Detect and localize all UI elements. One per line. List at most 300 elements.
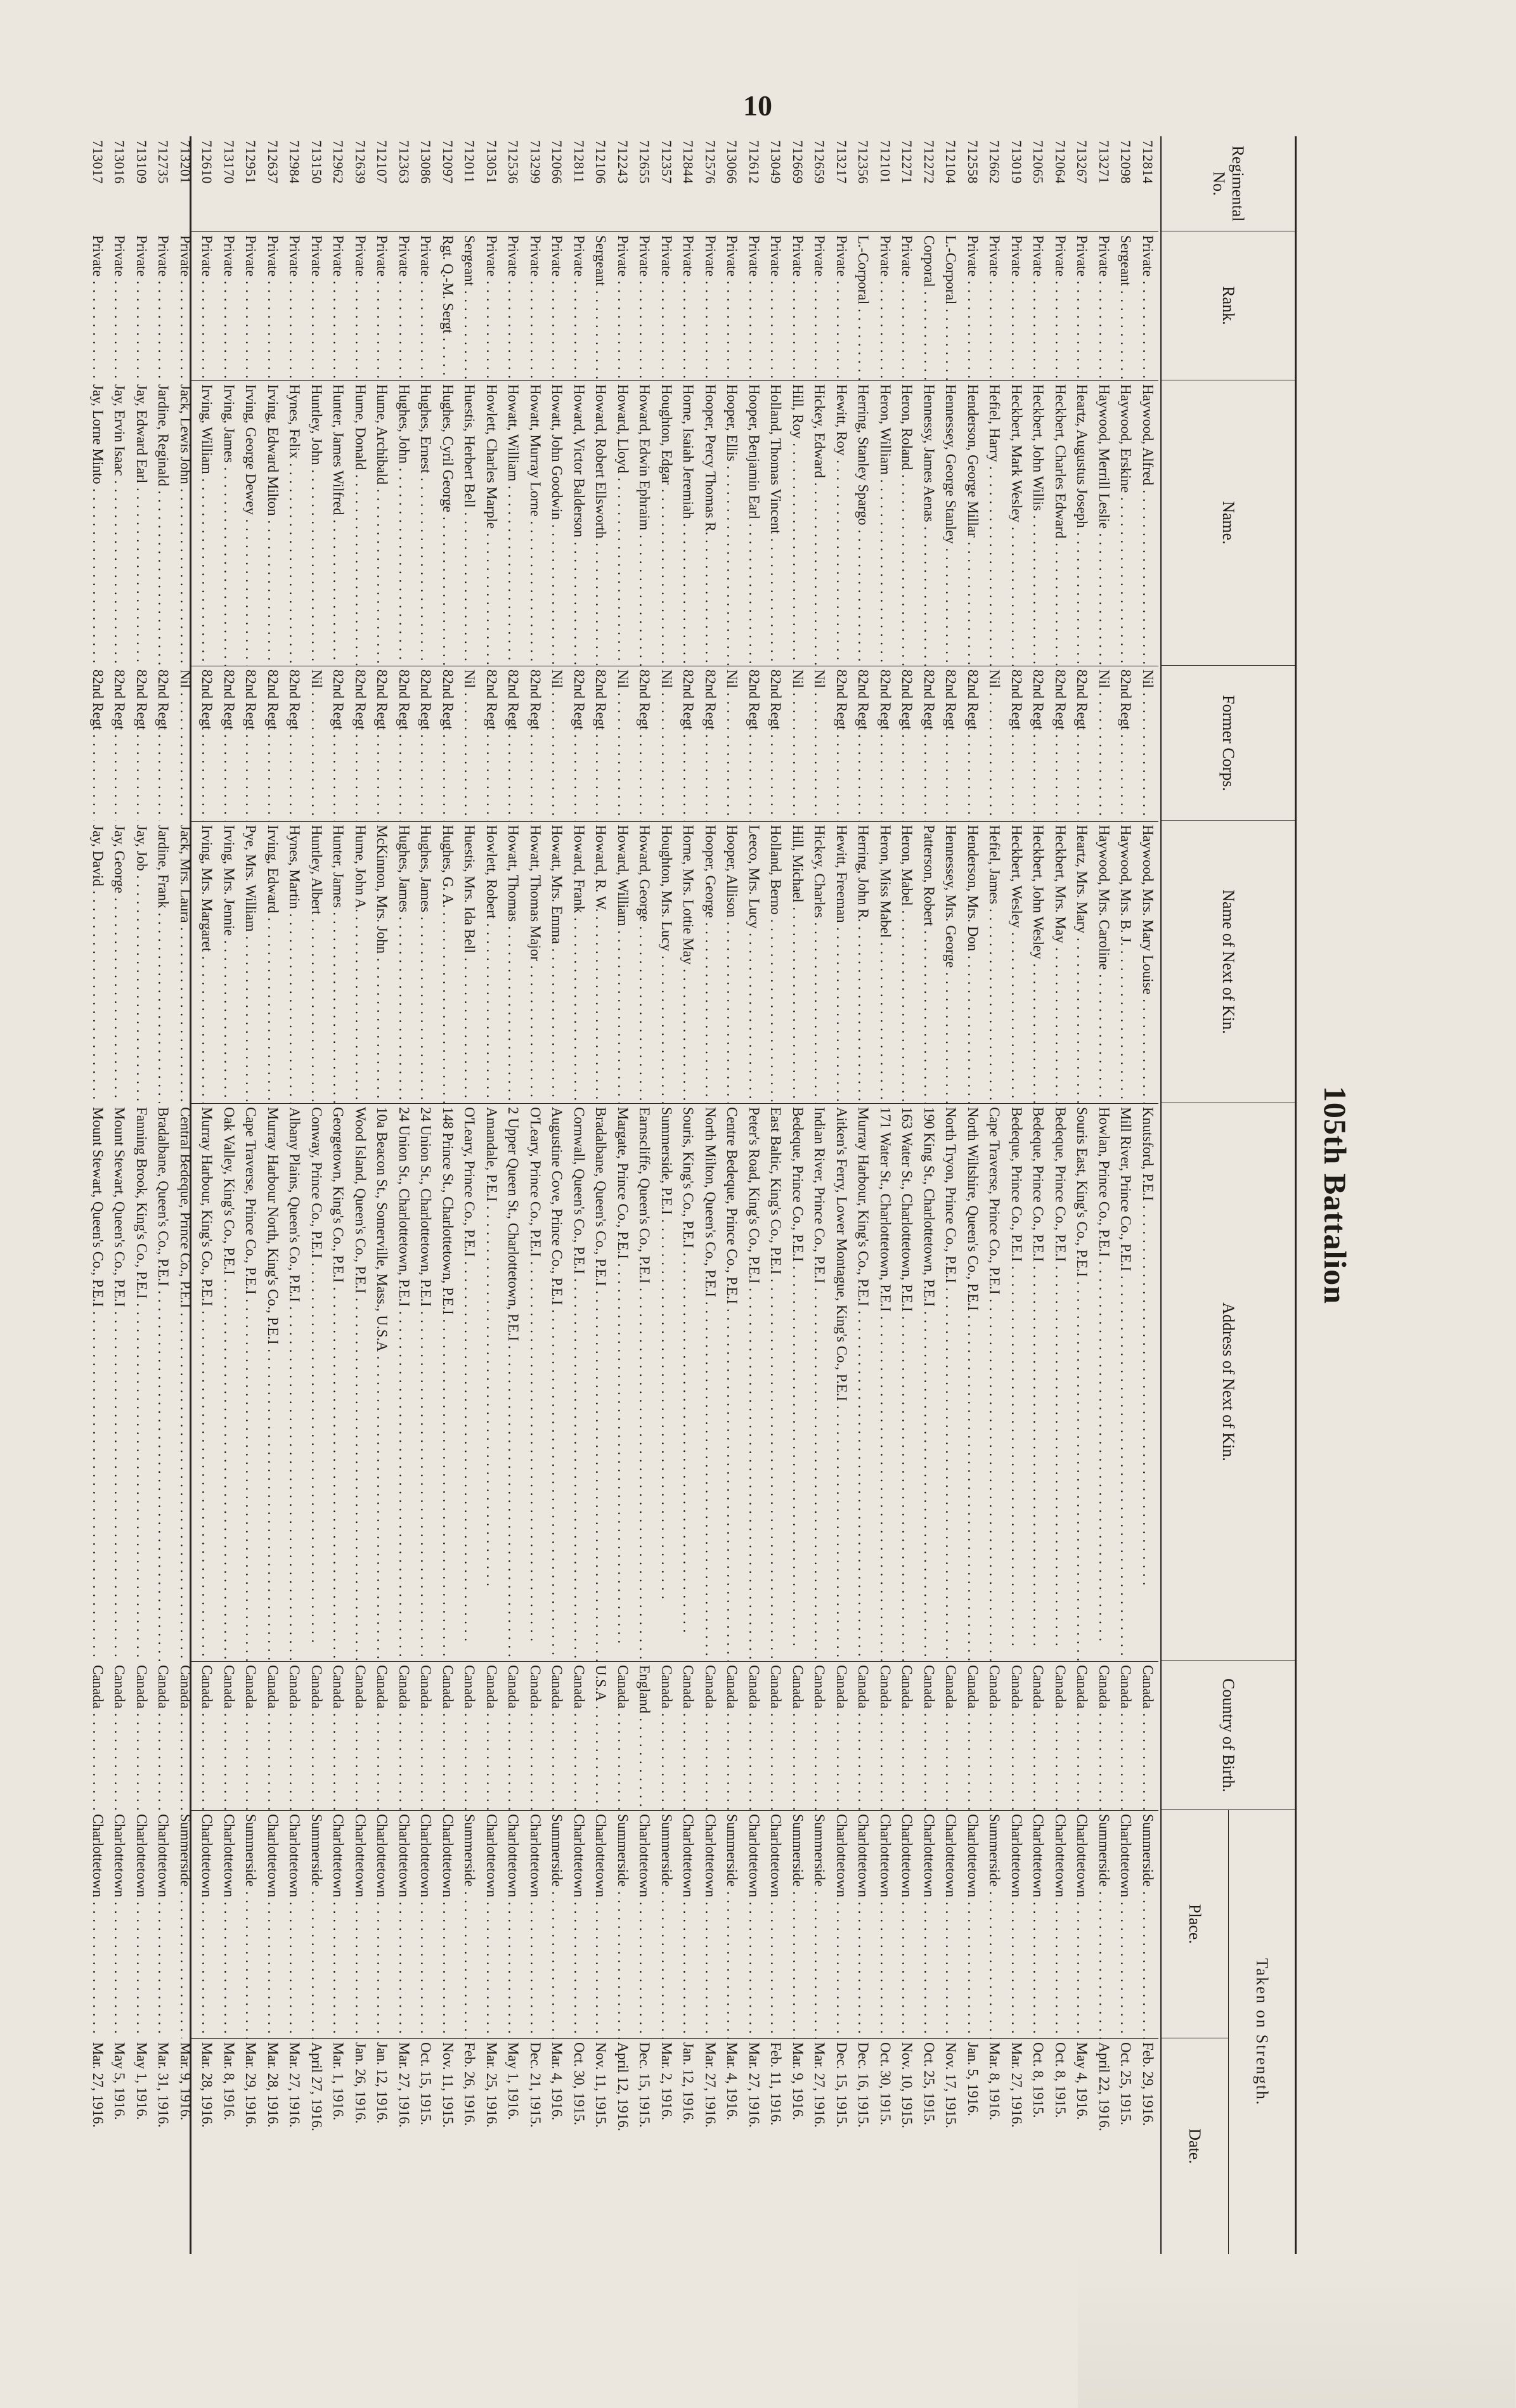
cell-regimental-no: 712655 bbox=[637, 140, 653, 184]
header-rank: Rank. bbox=[1162, 231, 1295, 380]
cell-former-corps: 82nd Regt . . . bbox=[874, 666, 897, 821]
cell-name: Hickey, Edward . . . bbox=[808, 380, 831, 666]
table-row bbox=[524, 136, 547, 2254]
table-row bbox=[196, 136, 218, 2254]
cell-date: Mar. 9, 1916. bbox=[178, 2042, 193, 2121]
cell-date: Jan. 12, 1916. bbox=[680, 2042, 697, 2124]
cell-former-corps: 82nd Regt . . . bbox=[87, 666, 109, 821]
cell-former-corps: Nil . . . bbox=[174, 666, 197, 821]
cell-former-corps: Nil . . . bbox=[546, 666, 568, 821]
cell-name: Horne, Isaiah Jeremiah . . . bbox=[677, 380, 699, 666]
cell-country: Canada . . . bbox=[437, 1661, 459, 1810]
cell-regimental-no: 712356 bbox=[855, 140, 872, 184]
cell-country: Canada . . . bbox=[415, 1661, 437, 1810]
cell-country: Canada . . . bbox=[481, 1661, 503, 1810]
cell-rank: Private . . . bbox=[262, 231, 284, 380]
cell-place: Charlottetown . . . bbox=[765, 1810, 787, 2038]
cell-country: Canada . . . bbox=[568, 1661, 590, 1810]
cell-place: Charlottetown . . . bbox=[196, 1810, 218, 2038]
table-row bbox=[458, 136, 481, 2254]
table-row bbox=[633, 136, 656, 2254]
cell-name: Jay, Edward Earl . . . bbox=[131, 380, 153, 666]
cell-former-corps: 82nd Regt . . . bbox=[633, 666, 656, 821]
cell-date: Oct. 15, 1915. bbox=[418, 2042, 434, 2125]
cell-place: Summerside . . . bbox=[983, 1810, 1006, 2038]
cell-next-of-kin: Leeco, Mrs. Lucy . . . bbox=[743, 821, 765, 1103]
table-row bbox=[283, 136, 306, 2254]
cell-address: Oak Valley, King's Co., P.E.I . . . bbox=[218, 1103, 240, 1661]
cell-regimental-no: 712610 bbox=[199, 140, 216, 184]
table-row bbox=[765, 136, 787, 2254]
cell-place: Summerside . . . bbox=[174, 1810, 197, 2038]
cell-next-of-kin: Houghton, Mrs. Lucy . . . bbox=[656, 821, 678, 1103]
header-name: Name. bbox=[1162, 380, 1295, 666]
cell-rank: Private . . . bbox=[1027, 231, 1049, 380]
cell-country: Canada . . . bbox=[612, 1661, 634, 1810]
cell-next-of-kin: Hughes, G. A. . . . bbox=[437, 821, 459, 1103]
battalion-title: 105th Battalion bbox=[1318, 1085, 1353, 1305]
cell-place: Summerside . . . bbox=[612, 1810, 634, 2038]
header-address: Address of Next of Kin. bbox=[1162, 1103, 1295, 1661]
cell-regimental-no: 712951 bbox=[243, 140, 259, 184]
cell-regimental-no: 712065 bbox=[1030, 140, 1047, 184]
cell-address: Georgetown, King's Co., P.E.I . . . bbox=[327, 1103, 349, 1661]
cell-next-of-kin: Jay, Job . . . bbox=[131, 821, 153, 1103]
cell-country: Canada . . . bbox=[1137, 1661, 1159, 1810]
table-row bbox=[808, 136, 831, 2254]
cell-country: Canada . . . bbox=[1115, 1661, 1137, 1810]
cell-next-of-kin: Horne, Mrs. Lottie May . . . bbox=[677, 821, 699, 1103]
table-row bbox=[896, 136, 918, 2254]
cell-address: Margate, Prince Co., P.E.I . . . bbox=[612, 1103, 634, 1661]
cell-former-corps: 82nd Regt . . . bbox=[327, 666, 349, 821]
cell-place: Charlottetown . . . bbox=[415, 1810, 437, 2038]
cell-regimental-no: 712106 bbox=[593, 140, 609, 184]
cell-name: Jack, Lewis John . . . bbox=[174, 380, 197, 666]
cell-rank: Corporal . . . bbox=[918, 231, 940, 380]
cell-address: 163 Water St., Charlottetown, P.E.I . . . bbox=[896, 1103, 918, 1661]
cell-rank: Private . . . bbox=[502, 231, 524, 380]
cell-rank: Private . . . bbox=[218, 231, 240, 380]
cell-regimental-no: 712576 bbox=[703, 140, 718, 184]
cell-regimental-no: 713201 bbox=[178, 140, 193, 184]
cell-country: Canada . . . bbox=[262, 1661, 284, 1810]
cell-date: May 1, 1916. bbox=[505, 2042, 522, 2120]
cell-rank: Private . . . bbox=[874, 231, 897, 380]
cell-former-corps: Nil . . . bbox=[656, 666, 678, 821]
cell-former-corps: 82nd Regt . . . bbox=[481, 666, 503, 821]
cell-address: Central Bedeque, Prince Co., P.E.I . . . bbox=[174, 1103, 197, 1661]
cell-name: Hynes, Felix . . . bbox=[283, 380, 306, 666]
cell-address: Bedeque, Prince Co., P.E.I . . . bbox=[1049, 1103, 1072, 1661]
table-row bbox=[1137, 136, 1159, 2254]
cell-date: Oct. 25, 1915. bbox=[921, 2042, 937, 2125]
cell-address: Murray Harbour, King's Co., P.E.I . . . bbox=[196, 1103, 218, 1661]
cell-place: Charlottetown . . . bbox=[393, 1810, 415, 2038]
cell-place: Summerside . . . bbox=[546, 1810, 568, 2038]
cell-regimental-no: 712662 bbox=[987, 140, 1003, 184]
cell-name: Irving, James . . . bbox=[218, 380, 240, 666]
cell-address: 2 Upper Queen St., Charlottetown, P.E.I . . . bbox=[502, 1103, 524, 1661]
cell-place: Charlottetown . . . bbox=[283, 1810, 306, 2038]
cell-former-corps: Nil . . . bbox=[458, 666, 481, 821]
cell-next-of-kin: Herring, John R. . . . bbox=[852, 821, 874, 1103]
cell-former-corps: Nil . . . bbox=[983, 666, 1006, 821]
cell-address: Souris, King's Co., P.E.I . . . bbox=[677, 1103, 699, 1661]
cell-name: Hennessy, James Aenas . . . bbox=[918, 380, 940, 666]
cell-name: Hughes, Cyril George . . . bbox=[437, 380, 459, 666]
table-row bbox=[1006, 136, 1028, 2254]
cell-date: Feb. 11, 1916. bbox=[768, 2042, 784, 2126]
cell-address: Souris East, King's Co., P.E.I . . . bbox=[1071, 1103, 1093, 1661]
cell-name: Howard, Edwin Ephraim . . . bbox=[633, 380, 656, 666]
cell-name: Henderson, George Millar . . . bbox=[962, 380, 984, 666]
cell-address: Murray Harbour, King's Co., P.E.I . . . bbox=[852, 1103, 874, 1661]
cell-name: Howard, Robert Ellsworth . . . bbox=[590, 380, 612, 666]
cell-address: 148 Prince St., Charlottetown, P.E.I . . . bbox=[437, 1103, 459, 1661]
cell-former-corps: 82nd Regt . . . bbox=[283, 666, 306, 821]
cell-former-corps: 82nd Regt . . . bbox=[743, 666, 765, 821]
cell-regimental-no: 712243 bbox=[615, 140, 631, 184]
cell-rank: Private . . . bbox=[393, 231, 415, 380]
cell-name: Herring, Stanley Spargo . . . bbox=[852, 380, 874, 666]
cell-name: Howatt, William . . . bbox=[502, 380, 524, 666]
cell-address: 10a Beacon St., Somerville, Mass., U.S.A . . . bbox=[371, 1103, 393, 1661]
cell-place: Charlottetown . . . bbox=[962, 1810, 984, 2038]
table-row bbox=[131, 136, 153, 2254]
cell-date: Mar. 27, 1916. bbox=[287, 2042, 303, 2128]
cell-regimental-no: 712659 bbox=[812, 140, 828, 184]
cell-date: Jan. 26, 1916. bbox=[353, 2042, 368, 2124]
cell-address: Knutsford, P.E.I . . . bbox=[1137, 1103, 1159, 1661]
cell-country: Canada . . . bbox=[874, 1661, 897, 1810]
cell-regimental-no: 713066 bbox=[724, 140, 741, 184]
cell-place: Summerside . . . bbox=[721, 1810, 743, 2038]
cell-rank: Private . . . bbox=[196, 231, 218, 380]
table-row bbox=[656, 136, 678, 2254]
cell-rank: Private . . . bbox=[240, 231, 262, 380]
cell-regimental-no: 713267 bbox=[1074, 140, 1091, 184]
cell-place: Charlottetown . . . bbox=[874, 1810, 897, 2038]
cell-regimental-no: 712637 bbox=[265, 140, 281, 184]
cell-date: Dec. 15, 1915. bbox=[834, 2042, 850, 2128]
cell-place: Charlottetown . . . bbox=[262, 1810, 284, 2038]
cell-address: Wood Island, Queen's Co., P.E.I . . . bbox=[349, 1103, 372, 1661]
cell-name: Irving, Edward Milton . . . bbox=[262, 380, 284, 666]
cell-place: Charlottetown . . . bbox=[1027, 1810, 1049, 2038]
cell-address: Bradalbane, Queen's Co., P.E.I . . . bbox=[590, 1103, 612, 1661]
cell-country: Canada . . . bbox=[87, 1661, 109, 1810]
cell-address: 190 King St., Charlottetown, P.E.I . . . bbox=[918, 1103, 940, 1661]
cell-rank: Private . . . bbox=[131, 231, 153, 380]
cell-former-corps: 82nd Regt . . . bbox=[940, 666, 962, 821]
cell-regimental-no: 712011 bbox=[462, 140, 478, 184]
cell-date: Jan. 5, 1916. bbox=[965, 2042, 981, 2116]
cell-place: Charlottetown . . . bbox=[152, 1810, 174, 2038]
cell-country: Canada . . . bbox=[349, 1661, 372, 1810]
table-row bbox=[962, 136, 984, 2254]
cell-regimental-no: 713017 bbox=[90, 140, 106, 184]
cell-place: Charlottetown . . . bbox=[1071, 1810, 1093, 2038]
cell-date: Nov. 11, 1915. bbox=[440, 2042, 456, 2128]
cell-regimental-no: 713217 bbox=[834, 140, 850, 184]
cell-former-corps: 82nd Regt . . . bbox=[415, 666, 437, 821]
cell-rank: Private . . . bbox=[808, 231, 831, 380]
cell-next-of-kin: Hynes, Martin . . . bbox=[283, 821, 306, 1103]
cell-regimental-no: 712098 bbox=[1118, 140, 1134, 184]
cell-date: Mar. 4, 1916. bbox=[724, 2042, 741, 2121]
cell-regimental-no: 712612 bbox=[746, 140, 762, 184]
table-row bbox=[393, 136, 415, 2254]
cell-regimental-no: 712814 bbox=[1140, 140, 1156, 184]
cell-date: Mar. 29, 1916. bbox=[243, 2042, 259, 2128]
rotated-register bbox=[90, 136, 1354, 2254]
cell-place: Summerside . . . bbox=[306, 1810, 328, 2038]
cell-date: Mar. 27, 1916. bbox=[1009, 2042, 1025, 2128]
cell-regimental-no: 712097 bbox=[440, 140, 456, 184]
cell-date: Dec. 16, 1915. bbox=[855, 2042, 872, 2128]
cell-name: Holland, Thomas Vincent . . . bbox=[765, 380, 787, 666]
table-row bbox=[306, 136, 328, 2254]
cell-date: Nov. 11, 1915. bbox=[593, 2042, 609, 2128]
table-row bbox=[437, 136, 459, 2254]
cell-address: Mount Stewart, Queen's Co., P.E.I . . . bbox=[87, 1103, 109, 1661]
cell-former-corps: Nil . . . bbox=[306, 666, 328, 821]
cell-address: Albany Plains, Queen's Co., P.E.I . . . bbox=[283, 1103, 306, 1661]
cell-country: Canada . . . bbox=[524, 1661, 547, 1810]
cell-next-of-kin: Huntley, Albert . . . bbox=[306, 821, 328, 1103]
cell-regimental-no: 712558 bbox=[965, 140, 981, 184]
cell-name: Hooper, Ellis . . . bbox=[721, 380, 743, 666]
cell-country: Canada . . . bbox=[327, 1661, 349, 1810]
cell-rank: Private . . . bbox=[765, 231, 787, 380]
cell-former-corps: 82nd Regt . . . bbox=[1115, 666, 1137, 821]
cell-former-corps: 82nd Regt . . . bbox=[393, 666, 415, 821]
table-row bbox=[590, 136, 612, 2254]
cell-place: Charlottetown . . . bbox=[502, 1810, 524, 2038]
header-date: Date. bbox=[1186, 2128, 1205, 2164]
cell-next-of-kin: Hooper, Allison . . . bbox=[721, 821, 743, 1103]
cell-former-corps: 82nd Regt . . . bbox=[1049, 666, 1072, 821]
cell-address: Murray Harbour North, King's Co., P.E.I . . . bbox=[262, 1103, 284, 1661]
cell-date: Mar. 8, 1916. bbox=[221, 2042, 237, 2121]
cell-rank: Rgt. Q.-M. Sergt . . . bbox=[437, 231, 459, 380]
cell-former-corps: 82nd Regt . . . bbox=[108, 666, 131, 821]
cell-next-of-kin: Heckbert, Wesley . . . bbox=[1006, 821, 1028, 1103]
cell-name: Heckbert, Charles Edward . . . bbox=[1049, 380, 1072, 666]
table-row bbox=[108, 136, 131, 2254]
table-row bbox=[1049, 136, 1072, 2254]
cell-place: Charlottetown . . . bbox=[633, 1810, 656, 2038]
cell-place: Charlottetown . . . bbox=[852, 1810, 874, 2038]
cell-rank: Private . . . bbox=[721, 231, 743, 380]
cell-name: Hooper, Percy Thomas R. . . . bbox=[699, 380, 722, 666]
table-row bbox=[983, 136, 1006, 2254]
cell-date: April 12, 1916. bbox=[615, 2042, 631, 2132]
cell-date: Feb. 29, 1916. bbox=[1140, 2042, 1156, 2126]
cell-date: Mar. 25, 1916. bbox=[484, 2042, 500, 2128]
cell-former-corps: 82nd Regt . . . bbox=[1071, 666, 1093, 821]
cell-regimental-no: 713150 bbox=[309, 140, 325, 184]
cell-former-corps: 82nd Regt . . . bbox=[568, 666, 590, 821]
table-row bbox=[1093, 136, 1115, 2254]
table-row bbox=[852, 136, 874, 2254]
header-next-of-kin: Name of Next of Kin. bbox=[1162, 821, 1295, 1103]
cell-address: Fanning Brook, King's Co., P.E.I . . . bbox=[131, 1103, 153, 1661]
table-row bbox=[1027, 136, 1049, 2254]
cell-name: Hume, Archibald . . . bbox=[371, 380, 393, 666]
header-regimental-no: Regimental No. bbox=[1162, 136, 1295, 231]
cell-name: Heartz, Augustus Joseph . . . bbox=[1071, 380, 1093, 666]
cell-former-corps: 82nd Regt . . . bbox=[590, 666, 612, 821]
cell-regimental-no: 713109 bbox=[134, 140, 150, 184]
table-row bbox=[940, 136, 962, 2254]
cell-former-corps: 82nd Regt . . . bbox=[962, 666, 984, 821]
cell-country: Canada . . . bbox=[1027, 1661, 1049, 1810]
cell-place: Charlottetown . . . bbox=[940, 1810, 962, 2038]
cell-name: Heckbert, Mark Wesley . . . bbox=[1006, 380, 1028, 666]
header-country-of-birth: Country of Birth. bbox=[1162, 1661, 1295, 1810]
cell-date: Oct. 25, 1915. bbox=[1118, 2042, 1134, 2125]
cell-country: Canada . . . bbox=[831, 1661, 853, 1810]
cell-former-corps: 82nd Regt . . . bbox=[765, 666, 787, 821]
cell-place: Charlottetown . . . bbox=[568, 1810, 590, 2038]
cell-address: Amandale, P.E.I . . . bbox=[481, 1103, 503, 1661]
cell-address: Cornwall, Queen's Co., P.E.I . . . bbox=[568, 1103, 590, 1661]
cell-former-corps: 82nd Regt . . . bbox=[524, 666, 547, 821]
cell-next-of-kin: Hennessey, Mrs. George . . . bbox=[940, 821, 962, 1103]
cell-regimental-no: 712984 bbox=[287, 140, 303, 184]
cell-rank: Private . . . bbox=[612, 231, 634, 380]
cell-country: Canada . . . bbox=[196, 1661, 218, 1810]
cell-rank: Private . . . bbox=[108, 231, 131, 380]
cell-next-of-kin: Hewitt, Freeman . . . bbox=[831, 821, 853, 1103]
cell-place: Charlottetown . . . bbox=[87, 1810, 109, 2038]
cell-rank: Private . . . bbox=[349, 231, 372, 380]
table-row bbox=[677, 136, 699, 2254]
cell-place: Summerside . . . bbox=[1093, 1810, 1115, 2038]
cell-next-of-kin: Irving, Mrs. Margaret . . . bbox=[196, 821, 218, 1103]
cell-place: Charlottetown . . . bbox=[896, 1810, 918, 2038]
cell-next-of-kin: Hughes, James . . . bbox=[415, 821, 437, 1103]
cell-name: Jardine, Reginald . . . bbox=[152, 380, 174, 666]
cell-place: Charlottetown . . . bbox=[524, 1810, 547, 2038]
cell-address: Bradalbane, Queen's Co., P.E.I . . . bbox=[152, 1103, 174, 1661]
cell-name: Haywood, Erskine . . . bbox=[1115, 380, 1137, 666]
table-row bbox=[874, 136, 897, 2254]
cell-country: Canada . . . bbox=[699, 1661, 722, 1810]
cell-date: Dec. 21, 1915. bbox=[528, 2042, 543, 2128]
cell-date: Oct. 8, 1915. bbox=[1030, 2042, 1047, 2118]
cell-next-of-kin: Haywood, Mrs. Caroline . . . bbox=[1093, 821, 1115, 1103]
cell-country: Canada . . . bbox=[131, 1661, 153, 1810]
cell-regimental-no: 712272 bbox=[921, 140, 937, 184]
table-row bbox=[699, 136, 722, 2254]
cell-next-of-kin: Howard, Frank . . . bbox=[568, 821, 590, 1103]
cell-regimental-no: 712536 bbox=[505, 140, 522, 184]
cell-date: Jan. 12, 1916. bbox=[374, 2042, 391, 2124]
cell-next-of-kin: Henderson, Mrs. Don . . . bbox=[962, 821, 984, 1103]
cell-address: Cape Traverse, Prince Co., P.E.I . . . bbox=[240, 1103, 262, 1661]
cell-rank: Private . . . bbox=[656, 231, 678, 380]
cell-next-of-kin: Jay, David . . . bbox=[87, 821, 109, 1103]
table-header bbox=[1160, 136, 1295, 2254]
cell-country: England . . . bbox=[633, 1661, 656, 1810]
cell-address: Aitken's Ferry, Lower Montague, King's Co., P.E.I . . . bbox=[831, 1103, 853, 1661]
cell-regimental-no: 712104 bbox=[943, 140, 959, 184]
cell-date: Nov. 10, 1915. bbox=[899, 2042, 916, 2128]
cell-former-corps: 82nd Regt . . . bbox=[196, 666, 218, 821]
cell-regimental-no: 712811 bbox=[571, 140, 587, 184]
cell-regimental-no: 712735 bbox=[155, 140, 172, 184]
cell-next-of-kin: McKinnon, Mrs. John . . . bbox=[371, 821, 393, 1103]
cell-country: Canada . . . bbox=[1093, 1661, 1115, 1810]
cell-country: Canada . . . bbox=[152, 1661, 174, 1810]
cell-rank: Private . . . bbox=[983, 231, 1006, 380]
cell-next-of-kin: Hill, Michael . . . bbox=[787, 821, 809, 1103]
cell-date: April 27, 1916. bbox=[309, 2042, 325, 2132]
cell-place: Charlottetown . . . bbox=[1049, 1810, 1072, 2038]
cell-country: Canada . . . bbox=[918, 1661, 940, 1810]
cell-regimental-no: 713019 bbox=[1009, 140, 1025, 184]
table-row bbox=[831, 136, 853, 2254]
cell-regimental-no: 712271 bbox=[899, 140, 916, 184]
cell-country: Canada . . . bbox=[174, 1661, 197, 1810]
cell-address: 171 Water St., Charlottetown, P.E.I . . . bbox=[874, 1103, 897, 1661]
cell-next-of-kin: Haywood, Mrs. Mary Louise . . . bbox=[1137, 821, 1159, 1103]
cell-address: East Baltic, King's Co., P.E.I . . . bbox=[765, 1103, 787, 1661]
cell-date: Mar. 2, 1916. bbox=[659, 2042, 675, 2121]
cell-rank: Private . . . bbox=[787, 231, 809, 380]
cell-address: Bedeque, Prince Co., P.E.I . . . bbox=[1006, 1103, 1028, 1661]
table-row bbox=[546, 136, 568, 2254]
cell-rank: Sergeant . . . bbox=[1115, 231, 1137, 380]
table-row bbox=[349, 136, 372, 2254]
cell-rank: Private . . . bbox=[699, 231, 722, 380]
cell-address: Mill River, Prince Co., P.E.I . . . bbox=[1115, 1103, 1137, 1661]
cell-date: Oct. 8, 1915. bbox=[1053, 2042, 1068, 2118]
cell-rank: Private . . . bbox=[1006, 231, 1028, 380]
cell-former-corps: 82nd Regt . . . bbox=[218, 666, 240, 821]
table-row bbox=[87, 136, 109, 2254]
cell-name: Hooper, Benjamin Earl . . . bbox=[743, 380, 765, 666]
cell-former-corps: 82nd Regt . . . bbox=[131, 666, 153, 821]
cell-rank: Private . . . bbox=[524, 231, 547, 380]
cell-address: Cape Traverse, Prince Co., P.E.I . . . bbox=[983, 1103, 1006, 1661]
cell-address: Centre Bedeque, Prince Co., P.E.I . . . bbox=[721, 1103, 743, 1661]
table-row bbox=[743, 136, 765, 2254]
cell-rank: Sergeant . . . bbox=[458, 231, 481, 380]
cell-former-corps: 82nd Regt . . . bbox=[371, 666, 393, 821]
cell-regimental-no: 713086 bbox=[418, 140, 434, 184]
cell-next-of-kin: Irving, Edward . . . bbox=[262, 821, 284, 1103]
cell-next-of-kin: Huestis, Mrs. Ida Bell . . . bbox=[458, 821, 481, 1103]
cell-regimental-no: 713170 bbox=[221, 140, 237, 184]
cell-next-of-kin: Howard, George . . . bbox=[633, 821, 656, 1103]
cell-name: Haywood, Alfred . . . bbox=[1137, 380, 1159, 666]
table-row bbox=[218, 136, 240, 2254]
cell-regimental-no: 712107 bbox=[374, 140, 391, 184]
cell-date: Mar. 9, 1916. bbox=[790, 2042, 806, 2121]
cell-date: May 1, 1916. bbox=[134, 2042, 150, 2120]
cell-name: Hume, Donald . . . bbox=[349, 380, 372, 666]
cell-date: Mar. 27, 1916. bbox=[703, 2042, 718, 2128]
cell-address: O'Leary, Prince Co., P.E.I . . . bbox=[458, 1103, 481, 1661]
cell-former-corps: 82nd Regt . . . bbox=[896, 666, 918, 821]
cell-rank: Private . . . bbox=[677, 231, 699, 380]
cell-place: Charlottetown . . . bbox=[743, 1810, 765, 2038]
cell-name: Jay, Lorne Minto . . . bbox=[87, 380, 109, 666]
